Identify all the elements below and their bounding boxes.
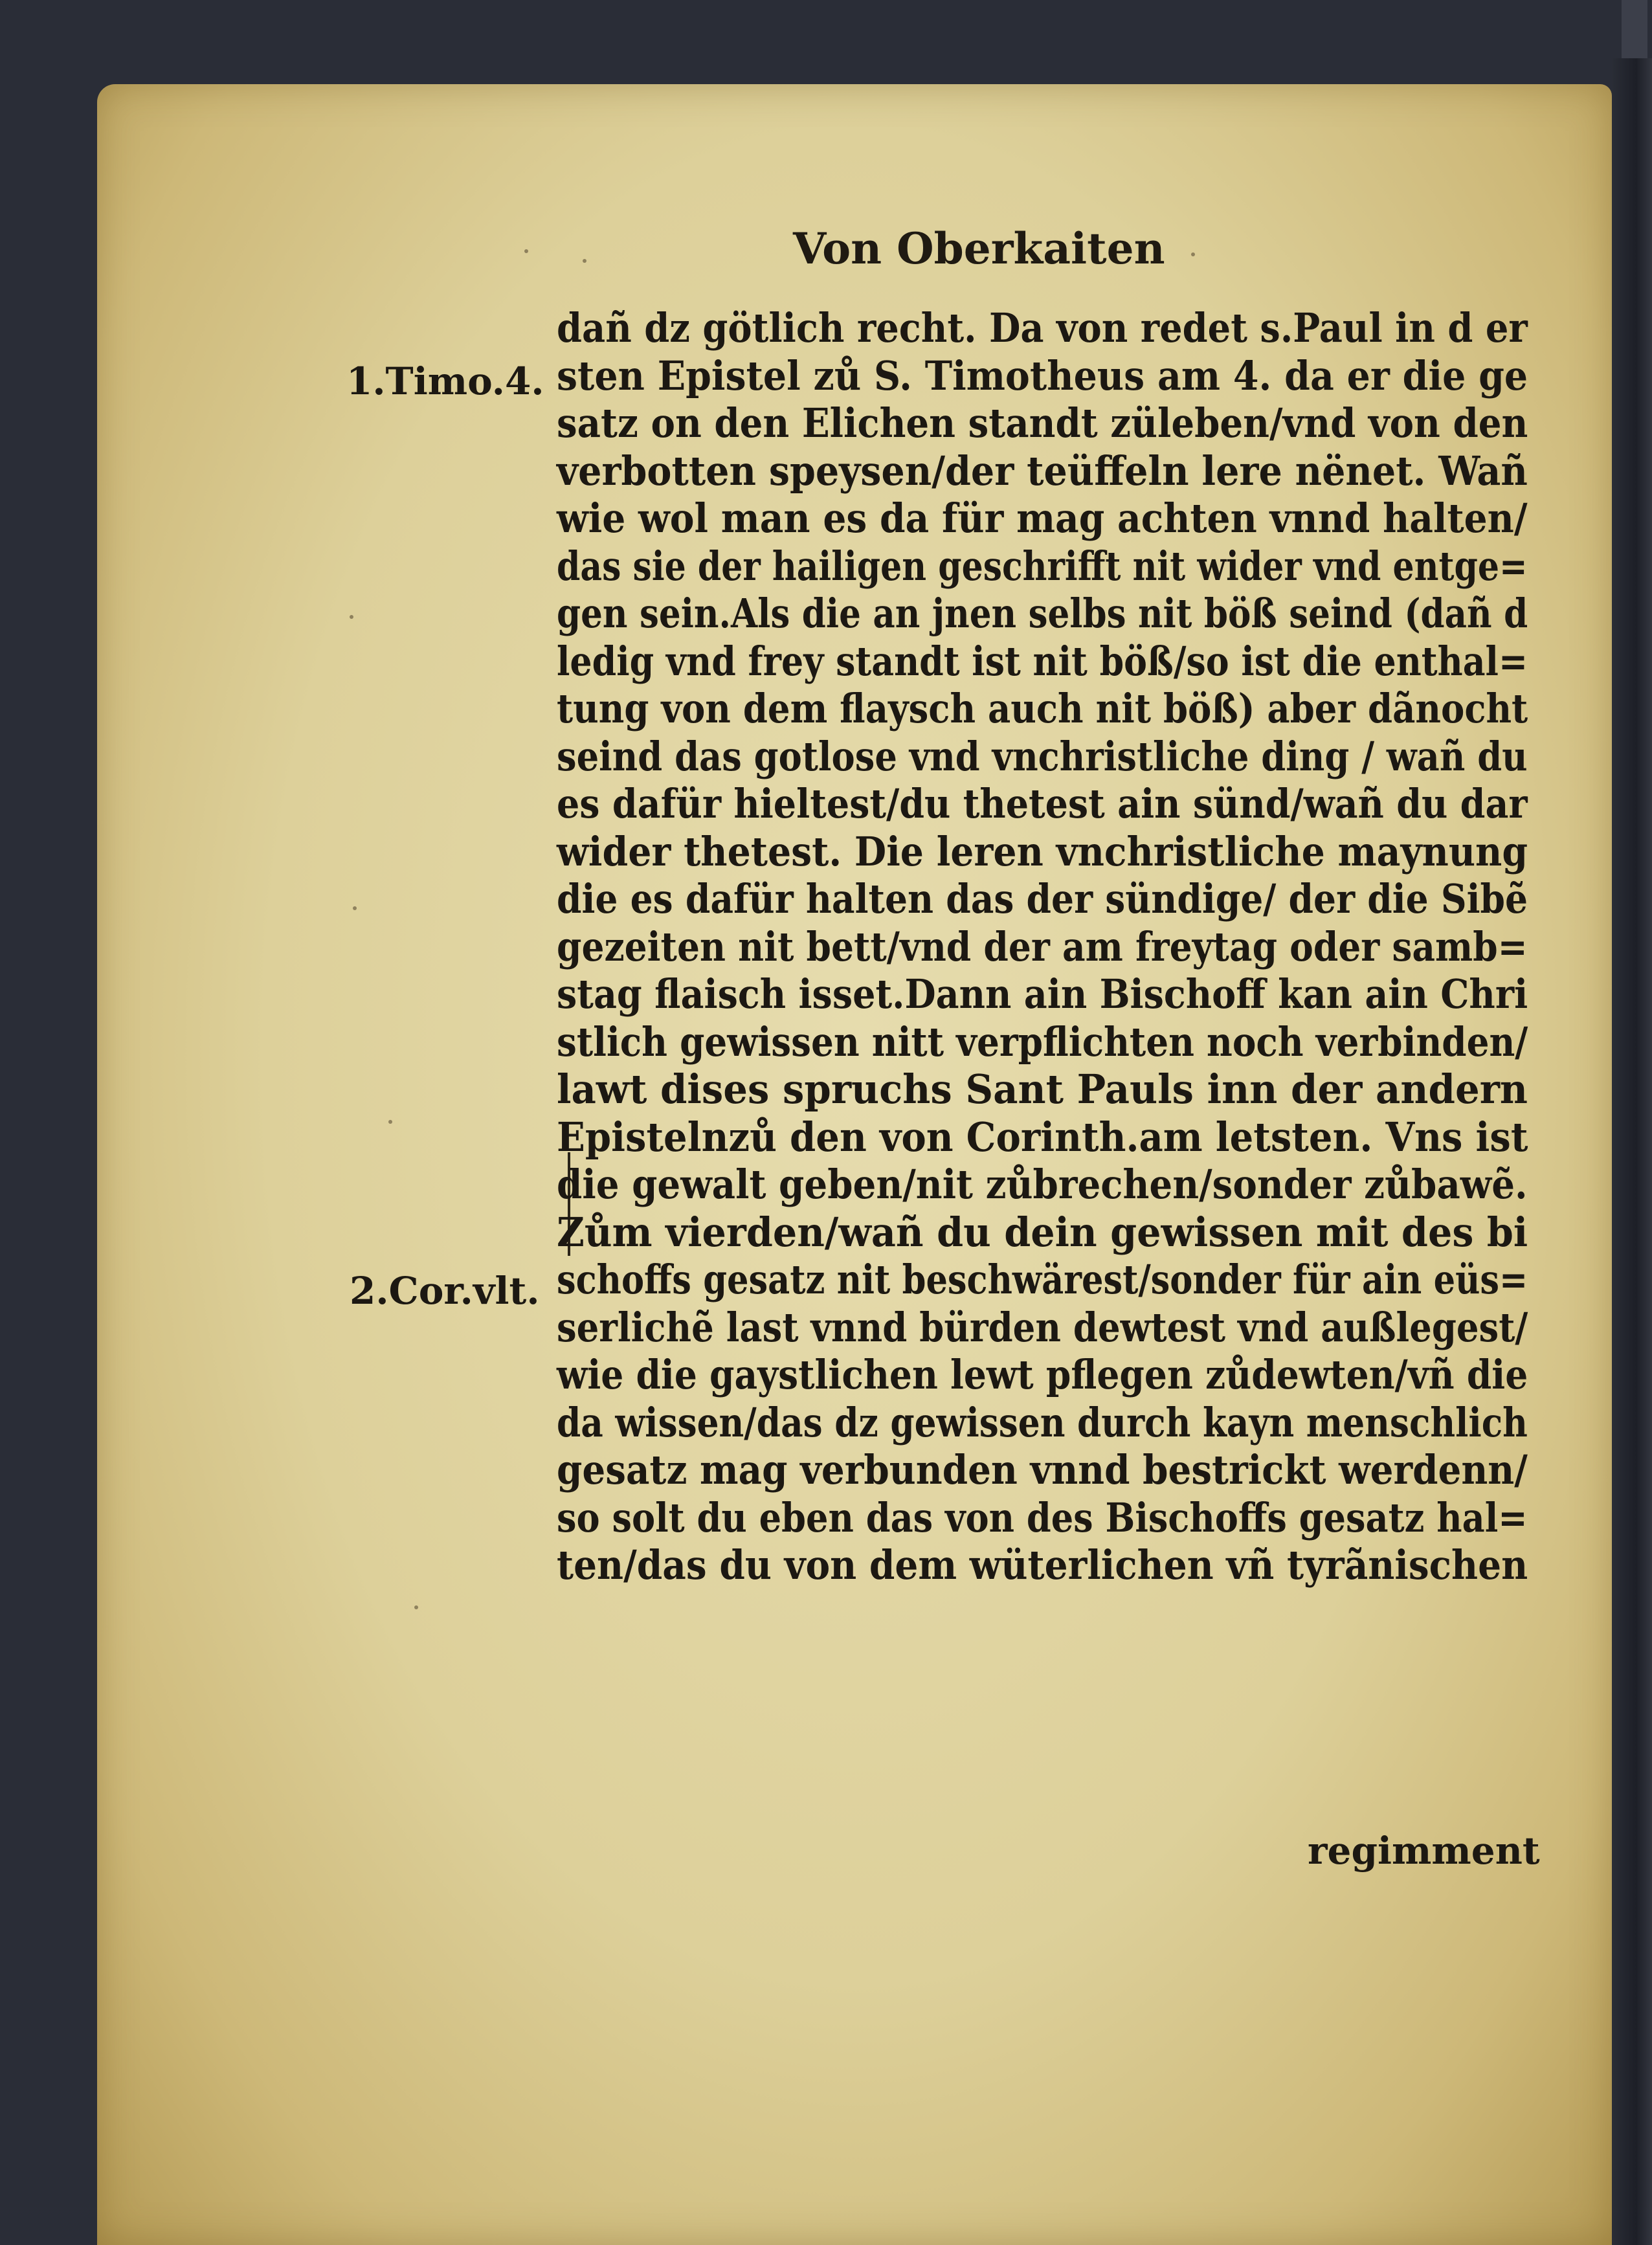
text-line: wie die gaystlichen lewt pflegen zůdewten/vñ die [557, 1351, 1528, 1398]
marginal-note-timothy: 1.Timo.4. [346, 359, 544, 403]
text-line: schoffs gesatz nit beschwärest/sonder für ain eüs= [557, 1256, 1528, 1303]
text-line: ledig vnd frey standt ist nit böß/so ist die enthal= [557, 637, 1528, 685]
text-line: serlichẽ last vnnd bürden dewtest vnd außlegest/ [557, 1303, 1528, 1351]
catchword: regimment [1308, 1829, 1540, 1873]
text-line: verbotten speysen/der teüffeln lere nënet. Wañ [557, 447, 1528, 495]
book-gutter [1612, 58, 1652, 2245]
text-line: gezeiten nit bett/vnd der am freytag oder samb= [557, 922, 1528, 970]
running-head: Von Oberkaiten [793, 223, 1165, 274]
text-line: ten/das du von dem wüterlichen vñ tyrãnischen [557, 1541, 1528, 1589]
ink-speck [350, 615, 353, 619]
marginal-note-corinthians: 2.Cor.vlt. [350, 1269, 540, 1313]
text-line: satz on den Elichen standt züleben/vnd von den [557, 399, 1528, 447]
text-line: tung von dem flaysch auch nit böß) aber dãnocht [557, 685, 1528, 732]
text-line: so solt du eben das von des Bischoffs gesatz hal= [557, 1493, 1528, 1541]
text-line: gen sein.Als die an jnen selbs nit böß seind (dañ d [557, 590, 1528, 637]
text-line: seind das gotlose vnd vnchristliche ding / wañ du [557, 732, 1528, 780]
ink-speck [1191, 252, 1195, 256]
text-line: das sie der hailigen geschrifft nit wider vnd entge= [557, 542, 1528, 590]
text-line: lawt dises spruchs Sant Pauls inn der andern [557, 1066, 1528, 1113]
text-line: gesatz mag verbunden vnnd bestrickt werdenn/ [557, 1446, 1528, 1493]
text-line: da wissen/das dz gewissen durch kayn menschlich [557, 1398, 1528, 1446]
text-line: Zům vierden/wañ du dein gewissen mit des bi [557, 1208, 1528, 1256]
ink-speck [353, 906, 357, 910]
ink-speck [583, 259, 586, 263]
text-line: stlich gewissen nitt verpflichten noch verbinden/ [557, 1018, 1528, 1066]
ink-speck [524, 249, 528, 253]
text-line: dañ dz götlich recht. Da von redet s.Paul in d er [557, 304, 1528, 352]
text-line: wider thetest. Die leren vnchristliche maynung [557, 827, 1528, 875]
text-line: die gewalt geben/nit zůbrechen/sonder zůbawẽ. [557, 1161, 1528, 1208]
text-line: wie wol man es da für mag achten vnnd halten/ [557, 495, 1528, 542]
text-line: stag flaisch isset.Dann ain Bischoff kan ain Chri [557, 970, 1528, 1018]
text-line: Epistelnzů den von Corinth.am letsten. Vns ist [557, 1113, 1528, 1161]
ink-speck [414, 1605, 418, 1609]
text-line: es dafür hieltest/du thetest ain sünd/wañ du dar [557, 780, 1528, 827]
text-line: die es dafür halten das der sündige/ der die Sibẽ [557, 875, 1528, 922]
text-line: sten Epistel zů S. Timotheus am 4. da er die ge [557, 352, 1528, 399]
ink-speck [388, 1120, 392, 1124]
